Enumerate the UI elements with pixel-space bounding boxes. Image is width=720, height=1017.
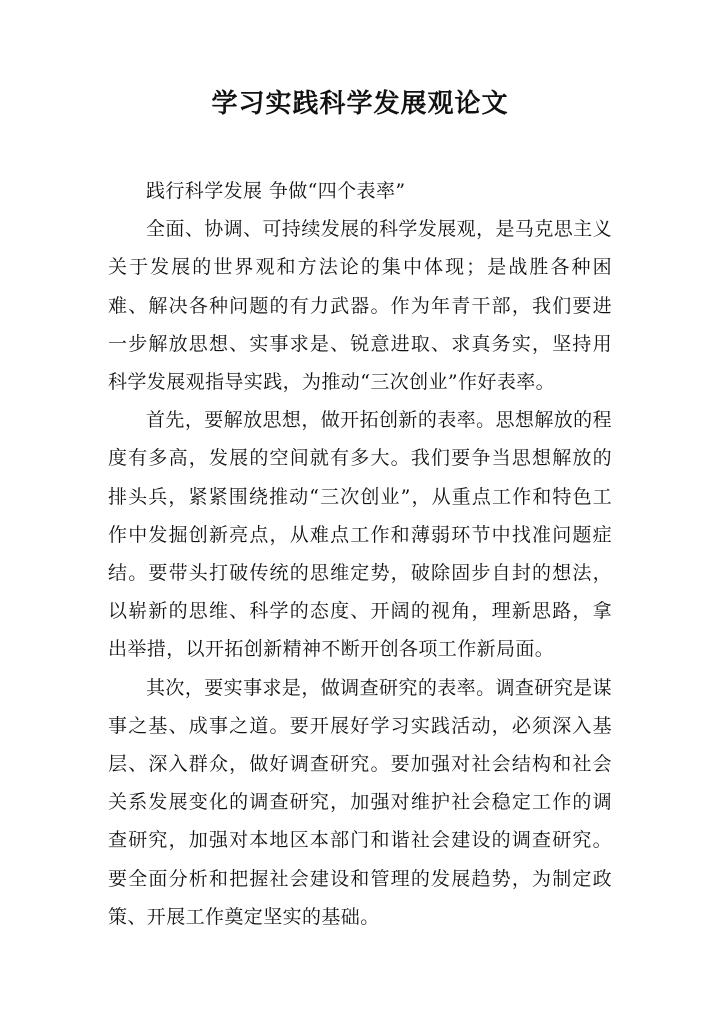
document-body bbox=[108, 172, 612, 936]
body-paragraph-first: 首先，要解放思想，做开拓创新的表率。思想解放的程度有多高，发展的空间就有多大。我们要争当思想解放的排头兵，紧紧围绕推动“三次创业”，从重点工作和特色工作中发掘创新亮点，从难点工作和薄弱环节中找准问题症结。要带头打破传统的思维定势，破除固步自封的想法，以崭新的思维、科学的态度、开阔的视角，理新思路，拿出举措，以开拓创新精神不断开创各项工作新局面。 bbox=[108, 409, 612, 661]
body-paragraph-second: 其次，要实事求是，做调查研究的表率。调查研究是谋事之基、成事之道。要开展好学习实践活动，必须深入基层、深入群众，做好调查研究。要加强对社会结构和社会关系发展变化的调查研究，加强对维护社会稳定工作的调查研究，加强对本地区本部门和谐社会建设的调查研究。要全面分析和把握社会建设和管理的发展趋势，为制定政策、开展工作奠定坚实的基础。 bbox=[108, 676, 612, 928]
body-paragraph-intro: 全面、协调、可持续发展的科学发展观，是马克思主义关于发展的世界观和方法论的集中体现；是战胜各种困难、解决各种问题的有力武器。作为年青干部，我们要进一步解放思想、实事求是、锐意进取、求真务实，坚持用科学发展观指导实践，为推动“三次创业”作好表率。 bbox=[108, 218, 612, 394]
subtitle-paragraph: 践行科学发展 争做“四个表率” bbox=[146, 180, 406, 202]
document-title: 学习实践科学发展观论文 bbox=[211, 89, 509, 119]
